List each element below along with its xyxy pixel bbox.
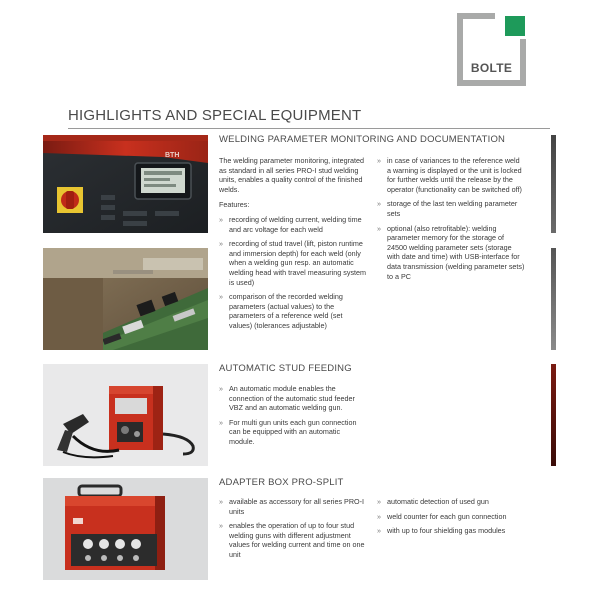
panel-brand-label: BTH — [165, 152, 180, 159]
list-item: » optional (also retrofitable): welding parameter memory for the storage of 24500 welding parameter sets (storage with date and time) with USB-interface for data transmission (welding parameter sets) to a PC — [377, 223, 525, 281]
logo-green-square — [505, 16, 525, 36]
list-item: » automatic detection of used gun — [377, 497, 489, 506]
adapter-list-left — [219, 497, 367, 565]
list-item: » weld counter for each gun connection — [377, 511, 507, 521]
bolte-logo — [457, 13, 526, 86]
edge-bar-dark — [551, 135, 556, 233]
features-label: Features: — [219, 200, 250, 209]
list-item: » An automatic module enables the connection of the automatic stud feeder VBZ and an automatic welding gun. — [219, 384, 355, 413]
title-divider — [68, 128, 550, 129]
list-item: » enables the operation of up to four stud welding guns with different adjustment values for welding current and time on one unit — [219, 521, 365, 559]
list-item: » storage of the last ten welding parameter sets — [377, 199, 518, 218]
edge-bar-red — [551, 364, 556, 466]
photo-control-panel — [43, 135, 208, 233]
section-title-feeding: AUTOMATIC STUD FEEDING — [219, 363, 352, 374]
photo-adapter-box — [43, 478, 208, 580]
photo-circuit-board — [43, 248, 208, 350]
feeding-list — [219, 384, 367, 452]
list-item: » comparison of the recorded welding parameters (actual values) to the parameters of a reference weld (set values) (tolerances adjustable) — [219, 292, 343, 330]
list-item: » in case of variances to the reference weld a warning is displayed or the unit is locked for further welds until the release by the operator (functionality can be switched off) — [377, 156, 522, 194]
list-item: » recording of welding current, welding time and arc voltage for each weld — [219, 215, 362, 234]
photo-stud-feeder — [43, 364, 208, 466]
edge-bar-grey — [551, 248, 556, 350]
section-title-adapter: ADAPTER BOX PRO-SPLIT — [219, 477, 344, 488]
adapter-list-right — [377, 497, 527, 541]
section-title-monitoring: WELDING PARAMETER MONITORING AND DOCUMENTATION — [219, 134, 506, 145]
logo-wordmark: BOLTE — [470, 61, 513, 75]
monitoring-list-right — [377, 156, 525, 286]
list-item: » with up to four shielding gas modules — [377, 526, 506, 536]
page-title: HIGHLIGHTS AND SPECIAL EQUIPMENT — [68, 107, 362, 124]
monitoring-list-left — [219, 215, 367, 336]
list-item: » available as accessory for all series PRO-I units — [219, 497, 365, 516]
list-item: » For multi gun units each gun connection can be equipped with an automatic module. — [219, 417, 357, 446]
list-item: » recording of stud travel (lift, piston runtime and immersion depth) for each weld (only when a welding gun resp. an automatic welding head with travel measuring system is used) — [219, 239, 367, 287]
monitoring-intro: The welding parameter monitoring, integrated as standard in all series PRO-I stud welding units, enables a quality control of the finished welds. — [219, 156, 365, 194]
